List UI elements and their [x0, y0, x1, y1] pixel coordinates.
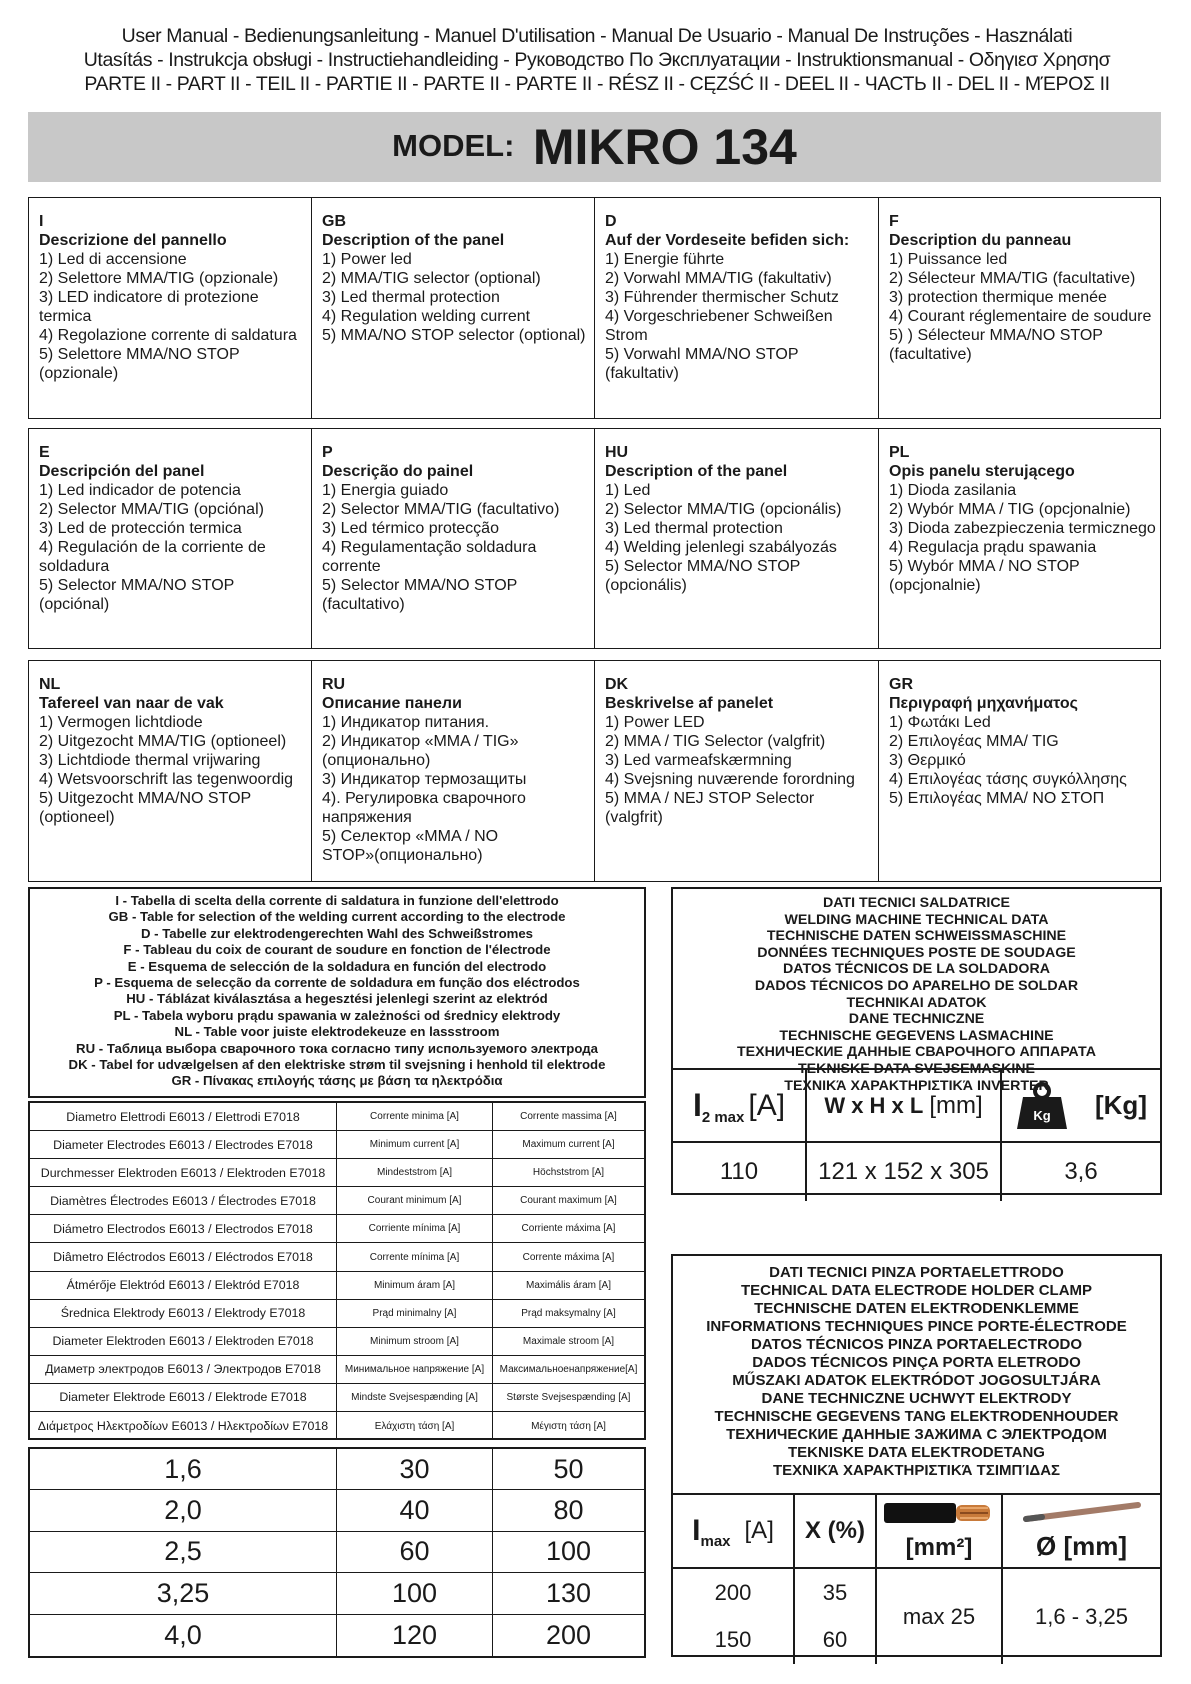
panel-description-item: 4) Svejsning nuværende forordning — [605, 771, 855, 788]
panel-description-title: Περιγραφή μηχανήματος — [889, 695, 1078, 712]
maximum-current-value: 80 — [553, 1495, 584, 1526]
panel-description-title: Описание панели — [322, 695, 462, 712]
minimum-current-header: Prąd minimalny [A] — [337, 1300, 493, 1327]
panel-description-item: 3) Led de protección termica — [39, 520, 242, 537]
minimum-current-header: Mindeststrom [A] — [337, 1159, 493, 1186]
electrode-diameter-header: Diameter Elektrode E6013 / Elektrode E7018 — [30, 1384, 337, 1411]
panel-description-item: 3) Führender thermischer Schutz — [605, 289, 839, 306]
panel-description-row — [28, 197, 1161, 419]
panel-description-item: 2) Wybór MMA / TIG (opcjonalnie) — [889, 501, 1131, 518]
panel-description-row — [28, 428, 1161, 649]
clamp-data-title — [673, 1256, 1160, 1493]
panel-description-item: 4) Welding jelenlegi szabályozás — [605, 539, 837, 556]
manual-header — [22, 24, 1172, 96]
machine-weight-header — [1002, 1070, 1160, 1141]
panel-description-item: 5) Επιλογέας MMA/ ΝΟ ΣΤΟΠ — [889, 790, 1105, 807]
panel-description-item: 4) Regulación de la corriente de soldadura — [39, 539, 266, 575]
table-row — [30, 1573, 644, 1614]
machine-data-header-row — [673, 1068, 1160, 1141]
panel-description-item: 5) MMA / NEJ STOP Selector (valgfrit) — [605, 790, 815, 826]
clamp-section-header — [877, 1495, 1003, 1567]
selection-title-line: F - Tableau du coix de courant de soudure en fonction de l'électrode — [123, 942, 551, 958]
panel-description-cell — [595, 198, 879, 418]
panel-description-item: 4) Courant réglementaire de soudure — [889, 308, 1152, 325]
panel-description-cell — [595, 429, 879, 648]
electrode-diameter-header: Διάμετρος Ηλεκτροδίων E6013 / Ηλεκτροδίων E7018 — [30, 1412, 337, 1440]
minimum-current-value: 30 — [337, 1449, 493, 1489]
panel-description-item: 4) Regulacja prądu spawania — [889, 539, 1097, 556]
cable-icon — [884, 1500, 994, 1526]
maximum-current-header: Corriente máxima [A] — [521, 1223, 616, 1235]
machine-data-title-line: TEKNISKE DATA SVEJSEMASKINE — [797, 1060, 1035, 1077]
clamp-duty-value: 35 — [822, 1579, 848, 1605]
minimum-current-value: 60 — [337, 1532, 493, 1572]
panel-description-item: 2) Selector MMA/TIG (facultativo) — [322, 501, 560, 518]
selection-title-line: E - Esquema de selección de la soldadura en función del electrodo — [127, 958, 547, 974]
panel-description-cell — [879, 429, 1162, 648]
panel-description-item: 2) Selector MMA/TIG (opciónal) — [39, 501, 264, 518]
current-subscript: 2 max — [701, 1109, 745, 1126]
selection-title-line: HU - Táblázat kiválasztása a hegesztési jelenlegi szerint az elektród — [126, 991, 548, 1007]
panel-description-item: 4) Regolazione corrente di saldatura — [39, 327, 297, 344]
model-banner — [28, 112, 1161, 182]
panel-description-item: 1) Power LED — [605, 714, 705, 731]
panel-description-title: Tafereel van naar de vak — [39, 695, 224, 712]
maximum-current-header: Maximale stroom [A] — [522, 1335, 615, 1347]
language-code: DK — [605, 676, 629, 693]
machine-data-title-line: DATOS TÉCNICOS DE LA SOLDADORA — [783, 961, 1050, 978]
panel-description-item: 3) Lichtdiode thermal vrijwaring — [39, 752, 261, 769]
minimum-current-header: Corriente mínima [A] — [337, 1215, 493, 1242]
machine-data-title-line: ΤΕΧΝΙΚΆ ΧΑΡΑΚΤΗΡΙΣΤΙΚΆ INVERTER — [784, 1077, 1049, 1094]
panel-description-item: 2) Sélecteur MMA/TIG (facultative) — [889, 270, 1136, 287]
electrode-diameter-header: Durchmesser Elektroden E6013 / Elektroden E7018 — [30, 1159, 337, 1186]
clamp-data-title-line: TECHNISCHE DATEN ELEKTRODENKLEMME — [754, 1300, 1079, 1317]
weight-unit: [Kg] — [1095, 1090, 1147, 1120]
header-line-3: PARTE II - PART II - TEIL II - PARTIE II - PARTE II - PARTE II - RÉSZ II - CĘZŚĆ II - DEEL II - ЧАСТЬ II - DEL II - ΜΈΡΟΣ II — [84, 73, 1110, 95]
weight-icon — [1015, 1081, 1069, 1131]
clamp-duty-value: 60 — [822, 1627, 848, 1653]
machine-data-title-line: ТЕХНИЧЕСКИЕ ДАННЫЕ СВАРОЧНОГО АППАРАТА — [736, 1044, 1096, 1061]
table-row — [30, 1272, 644, 1300]
dims-label: W x H x L — [824, 1092, 924, 1118]
panel-description-item: 3) Индикатор термозащиты — [322, 771, 527, 788]
minimum-current-value: 100 — [337, 1573, 493, 1613]
panel-description-item: 4). Регулировка сварочного напряжения — [322, 790, 526, 826]
clamp-current-unit: [A] — [744, 1517, 774, 1544]
machine-data-values-row — [673, 1141, 1160, 1201]
minimum-current-header: Corrente mínima [A] — [337, 1243, 493, 1270]
panel-description-item: 3) protection thermique menée — [889, 289, 1107, 306]
panel-description-item: 5) Selector MMA/NO STOP (opciónal) — [39, 577, 235, 613]
header-line-2: Utasítás - Instrukcja obsługi - Instructiehandleiding - Руководство По Эксплуатации - Instruktionsmanual - Οδηγιεσ Χρησησ — [83, 49, 1111, 71]
electrode-diameter-header: Diameter Electrodes E6013 / Electrodes E7018 — [30, 1131, 337, 1158]
panel-description-title: Beskrivelse af panelet — [605, 695, 774, 712]
table-row — [30, 1412, 644, 1440]
clamp-data-title-line: DATOS TÉCNICOS PINZA PORTAELECTRODO — [750, 1336, 1083, 1353]
current-selection-table — [28, 1101, 646, 1440]
machine-data-title-line: DANE TECHNICZNE — [848, 1011, 985, 1028]
panel-description-item: 5) Uitgezocht MMA/NO STOP (optioneel) — [39, 790, 251, 826]
electrode-diameter-value: 2,0 — [30, 1490, 337, 1530]
clamp-diameter-header — [1003, 1495, 1160, 1567]
panel-description-item: 1) Dioda zasilania — [889, 482, 1017, 499]
panel-description-item: 3) Led varmeafskærmning — [605, 752, 792, 769]
selection-title-line: GR - Πίνακας επιλογής τάσης με βάση τα ηλεκτρόδια — [171, 1073, 503, 1089]
panel-description-cell — [879, 198, 1162, 418]
panel-description-item: 5) ) Sélecteur MMA/NO STOP (facultative) — [889, 327, 1103, 363]
selection-title-line: GB - Table for selection of the welding current according to the electrode — [108, 909, 566, 925]
machine-data-title-line: TECHNISCHE GEGEVENS LASMACHINE — [779, 1027, 1054, 1044]
language-code: HU — [605, 444, 629, 461]
panel-description-cell — [312, 429, 595, 648]
electrode-diameter-header: Диаметр электродов E6013 / Электродов E7018 — [30, 1356, 337, 1383]
current-values-table — [28, 1447, 646, 1658]
minimum-current-header: Минимальное напряжение [A] — [337, 1356, 493, 1383]
clamp-current-values — [673, 1569, 795, 1664]
clamp-current-subscript: max — [700, 1532, 731, 1550]
panel-description-item: 3) Dioda zabezpieczenia termicznego — [889, 520, 1156, 537]
panel-description-cell — [29, 661, 312, 881]
panel-description-item: 5) Selettore MMA/NO STOP (opzionale) — [39, 346, 240, 382]
minimum-current-header: Mindste Svejsespænding [A] — [337, 1384, 493, 1411]
electrode-diameter-value: 4,0 — [30, 1615, 337, 1656]
dims-unit: [mm] — [929, 1091, 983, 1119]
maximum-current-header: Prąd maksymalny [A] — [521, 1307, 616, 1319]
electrode-diameter-header: Diameter Elektroden E6013 / Elektroden E7018 — [30, 1328, 337, 1355]
maximum-current-value: 130 — [545, 1577, 592, 1608]
panel-description-item: 1) Led indicador de potencia — [39, 482, 241, 499]
panel-description-item: 4) Regulamentação soldadura corrente — [322, 539, 537, 575]
machine-weight-value: 3,6 — [1064, 1158, 1098, 1185]
electrode-diameter-header: Diámetro Electrodos E6013 / Electrodos E7018 — [30, 1215, 337, 1242]
clamp-data-title-line: MŰSZAKI ADATOK ELEKTRÓDOT JOGOSULTJÁRA — [732, 1372, 1101, 1389]
language-code: I — [39, 213, 44, 230]
table-row — [30, 1449, 644, 1490]
maximum-current-header: Maximum current [A] — [522, 1139, 615, 1151]
minimum-current-value: 120 — [337, 1615, 493, 1656]
electrode-diameter-header: Średnica Elektrody E6013 / Elektrody E7018 — [30, 1300, 337, 1327]
machine-dims-value: 121 x 152 x 305 — [807, 1143, 1002, 1201]
table-row — [30, 1159, 644, 1187]
clamp-data-title-line: TECHNICAL DATA ELECTRODE HOLDER CLAMP — [740, 1282, 1093, 1299]
maximum-current-value: 100 — [545, 1536, 592, 1567]
language-code: E — [39, 444, 50, 461]
svg-text:Kg: Kg — [1033, 1107, 1051, 1123]
model-name: MIKRO 134 — [532, 119, 797, 175]
electrode-diameter-value: 3,25 — [30, 1573, 337, 1613]
clamp-current-header — [673, 1495, 795, 1567]
clamp-data-header-row — [673, 1493, 1160, 1567]
panel-description-item: 3) LED indicatore di protezione termica — [39, 289, 259, 325]
panel-description-title: Descripción del panel — [39, 463, 205, 480]
clamp-data-title-line: TECHNISCHE GEGEVENS TANG ELEKTRODENHOUDER — [714, 1408, 1119, 1425]
model-label: MODEL: — [392, 128, 515, 163]
panel-description-cell — [312, 198, 595, 418]
clamp-data-title-line: DATI TECNICI PINZA PORTAELETTRODO — [769, 1264, 1064, 1281]
panel-description-item: 1) Puissance led — [889, 251, 1008, 268]
machine-dims-header — [807, 1070, 1002, 1141]
table-row — [30, 1490, 644, 1531]
maximum-current-value: 200 — [545, 1619, 592, 1650]
language-code: PL — [889, 444, 910, 461]
clamp-data-title-line: INFORMATIONS TECHNIQUES PINCE PORTE-ÉLECTRODE — [706, 1318, 1127, 1335]
language-code: GR — [889, 676, 913, 693]
panel-description-cell — [29, 198, 312, 418]
selection-title-line: DK - Tabel for udvælgelsen af den elektriske strøm til svejsning i henhold til elektrode — [68, 1057, 606, 1073]
machine-data-title-line: TECHNISCHE DATEN SCHWEISSMASCHINE — [766, 928, 1067, 945]
panel-description-title: Opis panelu sterującego — [889, 463, 1075, 480]
minimum-current-header: Courant minimum [A] — [337, 1187, 493, 1214]
maximum-current-header: Μέγιστη τάση [A] — [531, 1420, 606, 1432]
table-row — [30, 1356, 644, 1384]
table-row — [30, 1187, 644, 1215]
panel-description-cell — [595, 661, 879, 881]
machine-data-title-line: WELDING MACHINE TECHNICAL DATA — [784, 911, 1049, 928]
panel-description-item: 3) Led thermal protection — [322, 289, 500, 306]
panel-description-title: Description du panneau — [889, 232, 1072, 249]
panel-description-item: 1) Energia guiado — [322, 482, 449, 499]
panel-description-cell — [312, 661, 595, 881]
panel-description-item: 5) Selector MMA/NO STOP (facultativo) — [322, 577, 518, 613]
maximum-current-value: 50 — [553, 1453, 584, 1484]
panel-description-title: Descrição do painel — [322, 463, 474, 480]
panel-description-item: 5) Selector MMA/NO STOP (opcionális) — [605, 558, 801, 594]
electrode-diameter-header: Diametro Elettrodi E6013 / Elettrodi E7018 — [30, 1103, 337, 1130]
table-row — [30, 1615, 644, 1656]
maximum-current-header: Höchststrom [A] — [532, 1167, 605, 1179]
panel-description-item: 2) MMA/TIG selector (optional) — [322, 270, 541, 287]
clamp-current-value: 200 — [714, 1579, 752, 1605]
panel-description-item: 3) Θερμικό — [889, 752, 966, 769]
language-code: P — [322, 444, 333, 461]
panel-description-item: 5) Wybór MMA / NO STOP (opcjonalnie) — [889, 558, 1080, 594]
panel-description-row — [28, 660, 1161, 882]
current-unit: [A] — [748, 1088, 786, 1122]
panel-description-item: 2) Selettore MMA/TIG (opzionale) — [39, 270, 279, 287]
table-row — [30, 1215, 644, 1243]
panel-description-item: 5) Селектор «MMA / NO STOP»(опционально) — [322, 828, 499, 864]
language-code: D — [605, 213, 617, 230]
machine-current-value: 110 — [673, 1143, 807, 1201]
minimum-current-header: Minimum stroom [A] — [337, 1328, 493, 1355]
selection-title-line: D - Tabelle zur elektrodengerechten Wahl des Schweißstromes — [140, 925, 534, 941]
panel-description-item: 4) Vorgeschriebener Schweißen Strom — [605, 308, 833, 344]
clamp-technical-data — [671, 1254, 1162, 1657]
maximum-current-header: Courant maximum [A] — [520, 1195, 617, 1207]
panel-description-title: Description of the panel — [322, 232, 505, 249]
panel-description-title: Description of the panel — [605, 463, 788, 480]
panel-description-item: 2) MMA / TIG Selector (valgfrit) — [605, 733, 826, 750]
machine-data-title-line: DADOS TÉCNICOS DO APARELHO DE SOLDAR — [754, 977, 1079, 994]
machine-current-header — [673, 1070, 807, 1141]
clamp-section-value: max 25 — [877, 1569, 1003, 1664]
electrode-diameter-value: 2,5 — [30, 1532, 337, 1572]
clamp-data-title-line: ТЕХНИЧЕСКИЕ ДАННЫЕ ЗАЖИМА С ЭЛЕКТРОДОМ — [726, 1426, 1107, 1443]
maximum-current-header: Максимальноенапряжение[A] — [499, 1363, 638, 1375]
maximum-current-header: Corrente máxima [A] — [522, 1251, 615, 1263]
panel-description-item: 1) Led — [605, 482, 651, 499]
panel-description-cell — [879, 661, 1162, 881]
clamp-diameter-value: 1,6 - 3,25 — [1035, 1603, 1128, 1629]
panel-description-item: 4) Επιλογέας τάσης συγκόλλησης — [889, 771, 1127, 788]
clamp-current-value: 150 — [714, 1627, 752, 1653]
machine-technical-data — [671, 887, 1162, 1195]
selection-title-line: I - Tabella di scelta della corrente di saldatura in funzione dell'elettrodo — [115, 893, 559, 908]
table-row — [30, 1131, 644, 1159]
diameter-unit: Ø [mm] — [1036, 1530, 1127, 1561]
table-row — [30, 1384, 644, 1412]
clamp-data-title-line: DADOS TÉCNICOS PINÇA PORTA ELETRODO — [752, 1354, 1081, 1371]
machine-data-title-line: DONNÉES TECHNIQUES POSTE DE SOUDAGE — [757, 944, 1076, 961]
minimum-current-header: Minimum áram [A] — [337, 1272, 493, 1299]
panel-description-item: 3) Led térmico protecção — [322, 520, 499, 537]
panel-description-item: 2) Uitgezocht MMA/TIG (optioneel) — [39, 733, 287, 750]
header-line-1: User Manual - Bedienungsanleitung - Manuel D'utilisation - Manual De Usuario - Manual De Instruções - Használati — [121, 25, 1073, 47]
panel-description-item: 5) MMA/NO STOP selector (optional) — [322, 327, 586, 344]
clamp-data-values-row — [673, 1567, 1160, 1664]
table-row — [30, 1243, 644, 1271]
panel-description-item: 4) Wetsvoorschrift las tegenwoordig — [39, 771, 294, 788]
panel-description-item: 1) Индикатор питания. — [322, 714, 490, 731]
table-row — [30, 1300, 644, 1328]
selection-title-line: PL - Tabela wyboru prądu spawania w zależności od średnicy elektrody — [113, 1007, 561, 1023]
table-row — [30, 1328, 644, 1356]
electrode-diameter-header: Diâmetro Eléctrodos E6013 / Eléctrodos E7018 — [30, 1243, 337, 1270]
panel-description-item: 2) Επιλογέας MMA/ TIG — [889, 733, 1059, 750]
panel-description-cell — [29, 429, 312, 648]
panel-description-item: 2) Selector MMA/TIG (opcionális) — [605, 501, 842, 518]
panel-description-item: 1) Power led — [322, 251, 412, 268]
panel-description-item: 1) Vermogen lichtdiode — [39, 714, 203, 731]
machine-data-title — [673, 889, 1160, 1094]
section-unit: [mm²] — [905, 1534, 973, 1561]
language-code: GB — [322, 213, 346, 230]
minimum-current-header: Minimum current [A] — [337, 1131, 493, 1158]
language-code: RU — [322, 676, 346, 693]
panel-description-item: 3) Led thermal protection — [605, 520, 783, 537]
current-selection-title — [28, 887, 646, 1098]
clamp-duty-header: X (%) — [795, 1495, 877, 1567]
panel-description-title: Descrizione del pannello — [39, 232, 227, 249]
machine-data-title-line: DATI TECNICI SALDATRICE — [822, 895, 1011, 911]
language-code: NL — [39, 676, 61, 693]
clamp-data-title-line: ΤΕΧΝΙΚΆ ΧΑΡΑΚΤΗΡΙΣΤΙΚΆ ΤΣΙΜΠΊΔΑΣ — [772, 1462, 1061, 1479]
minimum-current-header: Ελάχιστη τάση [A] — [337, 1412, 493, 1440]
selection-title-line: RU - Таблица выбора сварочного тока согласно типу используемого электрода — [76, 1040, 598, 1056]
maximum-current-header: Største Svejsespænding [A] — [506, 1391, 631, 1403]
clamp-current-symbol: I — [692, 1514, 701, 1547]
table-row — [30, 1532, 644, 1573]
panel-description-item: 1) Energie führte — [605, 251, 725, 268]
language-code: F — [889, 213, 899, 230]
selection-title-line: P - Esquema de selecção da corrente de soldadura em função dos eléctrodos — [94, 975, 580, 991]
panel-description-item: 5) Vorwahl MMA/NO STOP (fakultativ) — [605, 346, 799, 382]
clamp-duty-values — [795, 1569, 877, 1664]
electrode-diameter-header: Átmérője Elektród E6013 / Elektród E7018 — [30, 1272, 337, 1299]
electrode-diameter-header: Diamètres Électrodes E6013 / Électrodes E7018 — [30, 1187, 337, 1214]
maximum-current-header: Corrente massima [A] — [520, 1111, 617, 1123]
panel-description-item: 1) Φωτάκι Led — [889, 714, 991, 731]
machine-data-title-line: TECHNIKAI ADATOK — [846, 994, 987, 1011]
panel-description-item: 4) Regulation welding current — [322, 308, 531, 325]
minimum-current-header: Corrente minima [A] — [337, 1103, 493, 1130]
clamp-data-title-line: DANE TECHNICZNE UCHWYT ELEKTRODY — [761, 1390, 1072, 1407]
maximum-current-header: Maximális áram [A] — [525, 1279, 611, 1291]
electrode-diameter-value: 1,6 — [30, 1449, 337, 1489]
panel-description-item: 1) Led di accensione — [39, 251, 187, 268]
clamp-data-title-line: TEKNISKE DATA ELEKTRODETANG — [788, 1444, 1045, 1461]
table-row — [30, 1103, 644, 1131]
selection-title-line: NL - Table voor juiste elektrodekeuze en lassstroom — [174, 1024, 500, 1040]
panel-description-item: 2) Vorwahl MMA/TIG (fakultativ) — [605, 270, 832, 287]
minimum-current-value: 40 — [337, 1490, 493, 1530]
panel-description-item: 2) Индикатор «MMA / TIG» (опционально) — [322, 733, 519, 769]
panel-description-title: Auf der Vordeseite befiden sich: — [605, 232, 850, 249]
current-symbol: I — [692, 1087, 702, 1123]
electrode-icon — [1022, 1501, 1142, 1523]
